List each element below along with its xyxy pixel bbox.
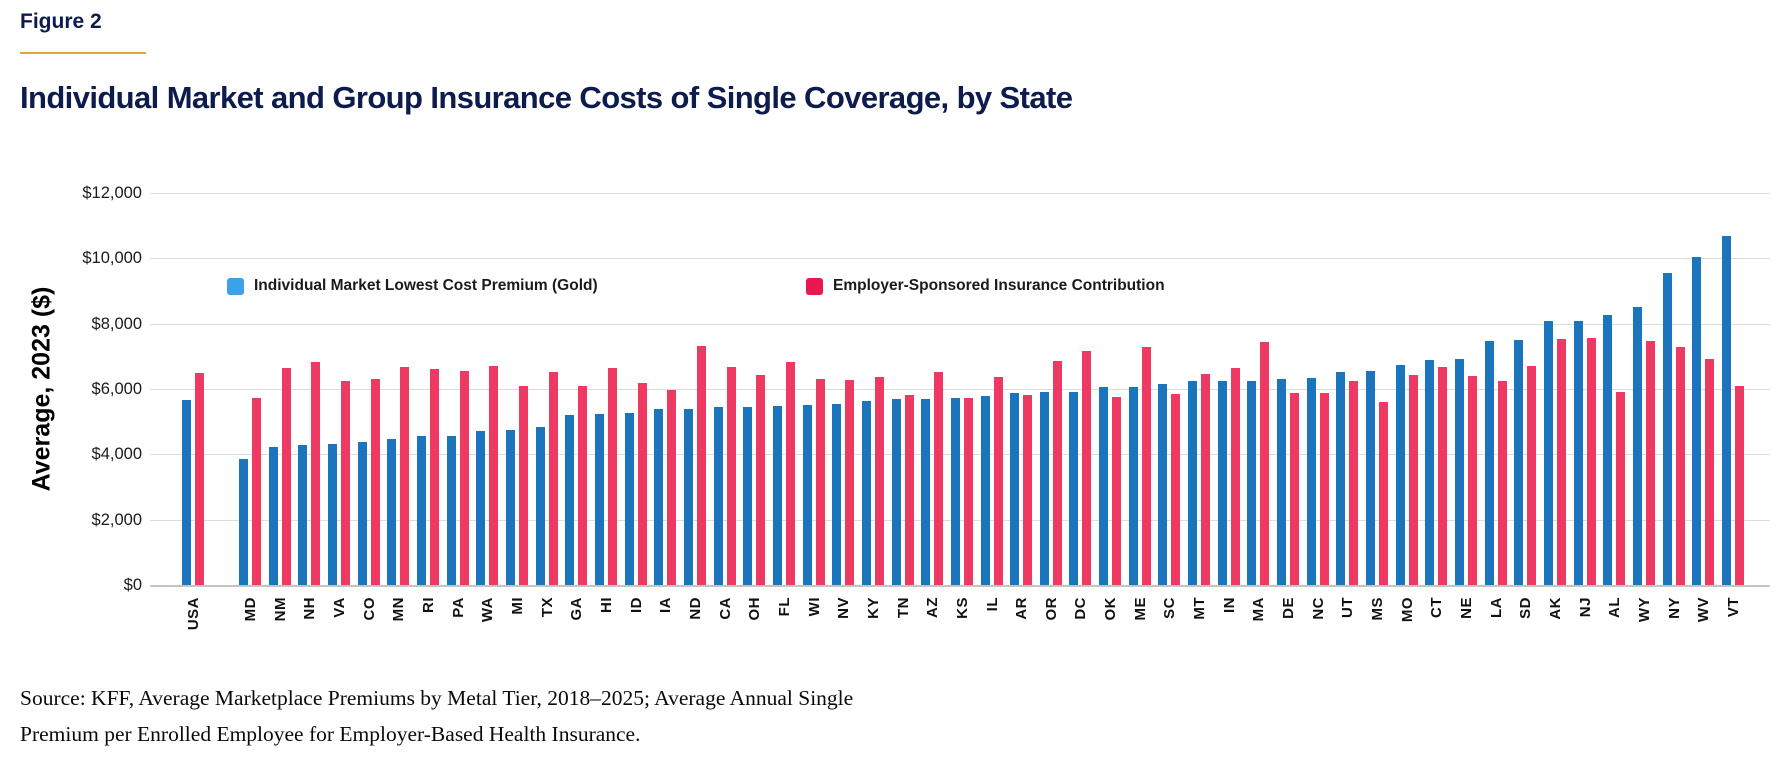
x-axis-label-text: WI	[805, 597, 823, 617]
x-axis-label-text: AR	[1012, 597, 1030, 620]
legend-label-individual-market: Individual Market Lowest Cost Premium (Gold)	[254, 277, 598, 294]
x-axis-label-text: IL	[983, 597, 1001, 612]
bar-employer-sponsored-la	[1498, 381, 1507, 585]
bar-employer-sponsored-ar	[1023, 395, 1032, 585]
x-axis-label-pa	[449, 597, 467, 618]
bar-individual-market-nm	[269, 447, 278, 585]
bar-individual-market-ct	[1425, 360, 1434, 585]
bar-individual-market-or	[1040, 392, 1049, 585]
bar-employer-sponsored-md	[252, 398, 261, 585]
x-axis-label-oh	[745, 597, 763, 621]
bar-employer-sponsored-mn	[400, 367, 409, 585]
bar-individual-market-mo	[1396, 365, 1405, 585]
x-axis-label-ri	[419, 597, 437, 613]
source-line-1: Source: KFF, Average Marketplace Premiums by Metal Tier, 2018–2025; Average Annual Single	[20, 686, 854, 710]
bar-individual-market-tx	[536, 427, 545, 585]
bar-employer-sponsored-hi	[608, 368, 617, 585]
bar-employer-sponsored-ri	[430, 369, 439, 585]
x-axis-label-sc	[1160, 597, 1178, 619]
x-axis-label-text: ME	[1131, 597, 1149, 621]
bar-individual-market-ma	[1247, 381, 1256, 585]
bar-employer-sponsored-vt	[1735, 386, 1744, 585]
x-axis-label-text: OR	[1042, 597, 1060, 621]
figure-label: Figure 2	[20, 10, 102, 33]
x-axis-label-hi	[597, 597, 615, 613]
x-axis-label-wv	[1694, 597, 1712, 622]
x-axis-label-text: WV	[1694, 597, 1712, 623]
bar-individual-market-ne	[1455, 359, 1464, 585]
bar-individual-market-nd	[684, 409, 693, 585]
x-axis-label-ia	[656, 597, 674, 613]
bar-employer-sponsored-tn	[905, 395, 914, 585]
bar-individual-market-ut	[1336, 372, 1345, 585]
bar-employer-sponsored-oh	[756, 375, 765, 585]
bar-employer-sponsored-nh	[311, 362, 320, 585]
bar-individual-market-wv	[1692, 257, 1701, 585]
bar-individual-market-vt	[1722, 236, 1731, 585]
bar-employer-sponsored-al	[1616, 392, 1625, 585]
bar-employer-sponsored-tx	[549, 372, 558, 585]
x-axis-label-text: HI	[597, 597, 615, 613]
x-axis-label-text: WY	[1635, 597, 1653, 623]
bar-employer-sponsored-sd	[1527, 366, 1536, 585]
x-axis-label-text: KS	[953, 597, 971, 619]
bar-individual-market-wi	[803, 405, 812, 585]
bar-employer-sponsored-ca	[727, 367, 736, 585]
bar-employer-sponsored-usa	[195, 373, 204, 585]
x-axis-label-text: CO	[360, 597, 378, 621]
x-axis-label-vt	[1724, 597, 1742, 617]
y-axis-label: Average, 2023 ($)	[27, 286, 56, 492]
x-axis-label-text: CA	[716, 597, 734, 620]
x-axis-label-text: NV	[834, 597, 852, 619]
bar-employer-sponsored-or	[1053, 361, 1062, 585]
x-axis-label-text: RI	[419, 597, 437, 613]
y-axis-tick-label: $0	[123, 576, 142, 594]
bar-employer-sponsored-va	[341, 381, 350, 585]
x-axis-label-fl	[775, 597, 793, 616]
x-axis-label-ct	[1427, 597, 1445, 618]
x-axis-label-me	[1131, 597, 1149, 621]
x-axis-label-nm	[271, 597, 289, 621]
bar-individual-market-nj	[1574, 321, 1583, 585]
bar-individual-market-ri	[417, 436, 426, 585]
bar-individual-market-hi	[595, 414, 604, 585]
x-axis-label-wi	[805, 597, 823, 616]
x-axis-label-text: MT	[1190, 597, 1208, 620]
x-axis-label-de	[1279, 597, 1297, 619]
bar-employer-sponsored-pa	[460, 371, 469, 585]
bar-employer-sponsored-wi	[816, 379, 825, 585]
y-gridline	[150, 193, 1770, 194]
bar-employer-sponsored-wv	[1705, 359, 1714, 585]
bar-employer-sponsored-ia	[667, 390, 676, 585]
x-axis-label-text: NE	[1457, 597, 1475, 619]
bar-individual-market-va	[328, 444, 337, 585]
bar-individual-market-ak	[1544, 321, 1553, 585]
bar-individual-market-az	[921, 399, 930, 585]
x-axis-label-ar	[1012, 597, 1030, 620]
bar-individual-market-pa	[447, 436, 456, 585]
x-axis-label-text: OH	[745, 597, 763, 621]
x-axis-label-nv	[834, 597, 852, 619]
bar-employer-sponsored-de	[1290, 393, 1299, 585]
x-axis-label-text: FL	[775, 597, 793, 617]
y-axis-tick-label: $10,000	[82, 249, 142, 267]
x-axis-label-text: ND	[686, 597, 704, 620]
x-axis-label-text: AK	[1546, 597, 1564, 620]
x-axis-label-ny	[1665, 597, 1683, 619]
y-axis-tick-label: $6,000	[91, 380, 142, 398]
x-axis-label-text: AZ	[923, 597, 941, 618]
bar-employer-sponsored-ct	[1438, 367, 1447, 585]
bar-employer-sponsored-dc	[1082, 351, 1091, 585]
x-axis-label-usa	[184, 597, 202, 630]
y-axis-tick-label: $8,000	[91, 315, 142, 333]
bar-individual-market-sc	[1158, 384, 1167, 585]
bar-individual-market-mt	[1188, 381, 1197, 585]
x-axis-label-text: VA	[330, 597, 348, 618]
bar-employer-sponsored-ks	[964, 398, 973, 585]
x-axis-label-wa	[478, 597, 496, 622]
chart-title: Individual Market and Group Insurance Costs of Single Coverage, by State	[20, 80, 1073, 115]
x-axis-label-mn	[389, 597, 407, 621]
x-axis-label-text: LA	[1487, 597, 1505, 618]
bar-individual-market-ca	[714, 407, 723, 585]
bar-individual-market-ar	[1010, 393, 1019, 585]
source-line-2: Premium per Enrolled Employee for Employer-Based Health Insurance.	[20, 722, 641, 746]
bar-employer-sponsored-ky	[875, 377, 884, 585]
x-axis-label-wy	[1635, 597, 1653, 622]
bar-individual-market-nc	[1307, 378, 1316, 585]
bar-individual-market-md	[239, 459, 248, 585]
x-axis-label-nh	[300, 597, 318, 620]
x-axis-label-text: MD	[241, 597, 259, 622]
x-axis-label-text: SC	[1160, 597, 1178, 619]
x-axis-label-sd	[1516, 597, 1534, 619]
x-axis-label-ok	[1101, 597, 1119, 621]
x-axis-label-text: OK	[1101, 597, 1119, 621]
bar-individual-market-usa	[182, 400, 191, 585]
x-axis-label-az	[923, 597, 941, 618]
x-axis-label-text: PA	[449, 597, 467, 618]
bar-individual-market-mn	[387, 439, 396, 585]
bar-employer-sponsored-az	[934, 372, 943, 585]
bar-employer-sponsored-ut	[1349, 381, 1358, 585]
x-axis-label-text: DC	[1071, 597, 1089, 620]
x-axis-label-mo	[1398, 597, 1416, 622]
bar-employer-sponsored-ma	[1260, 342, 1269, 585]
bar-employer-sponsored-ak	[1557, 339, 1566, 585]
x-axis-label-ut	[1338, 597, 1356, 618]
bar-individual-market-mi	[506, 430, 515, 585]
x-axis-label-text: USA	[184, 597, 202, 631]
x-axis-label-la	[1487, 597, 1505, 618]
x-axis-label-ms	[1368, 597, 1386, 621]
x-axis-label-text: VT	[1724, 597, 1742, 618]
bar-employer-sponsored-mo	[1409, 375, 1418, 585]
bar-individual-market-nv	[832, 404, 841, 585]
bar-individual-market-tn	[892, 399, 901, 585]
x-axis-baseline	[150, 585, 1770, 587]
bar-individual-market-ks	[951, 398, 960, 585]
bar-employer-sponsored-wa	[489, 366, 498, 585]
x-axis-label-text: MN	[389, 597, 407, 622]
bar-individual-market-ok	[1099, 387, 1108, 585]
x-axis-label-text: NM	[271, 597, 289, 622]
y-axis-tick-label: $4,000	[91, 445, 142, 463]
x-axis-label-text: DE	[1279, 597, 1297, 619]
bar-individual-market-oh	[743, 407, 752, 585]
x-axis-label-text: CT	[1427, 597, 1445, 618]
bar-employer-sponsored-id	[638, 383, 647, 585]
x-axis-label-in	[1220, 597, 1238, 613]
x-axis-label-md	[241, 597, 259, 621]
x-axis-label-text: ID	[627, 597, 645, 613]
bar-employer-sponsored-ok	[1112, 397, 1121, 585]
bar-individual-market-ny	[1663, 273, 1672, 585]
bar-employer-sponsored-nd	[697, 346, 706, 585]
bar-employer-sponsored-ga	[578, 386, 587, 585]
bar-individual-market-id	[625, 413, 634, 585]
x-axis-label-text: UT	[1338, 597, 1356, 618]
bar-individual-market-de	[1277, 379, 1286, 585]
x-axis-label-text: AL	[1605, 597, 1623, 618]
bar-employer-sponsored-nc	[1320, 393, 1329, 585]
bar-individual-market-in	[1218, 381, 1227, 585]
legend-label-employer-sponsored: Employer-Sponsored Insurance Contribution	[833, 277, 1165, 294]
bar-employer-sponsored-nv	[845, 380, 854, 585]
x-axis-label-ks	[953, 597, 971, 619]
legend-swatch-individual-market	[227, 278, 244, 295]
source-note	[20, 680, 853, 752]
x-axis-label-text: TX	[538, 597, 556, 618]
bar-individual-market-wy	[1633, 307, 1642, 585]
bar-employer-sponsored-nm	[282, 368, 291, 585]
x-axis-label-text: SD	[1516, 597, 1534, 619]
x-axis-label-ne	[1457, 597, 1475, 619]
x-axis-label-text: MO	[1398, 597, 1416, 623]
x-axis-label-text: NY	[1665, 597, 1683, 619]
legend-item-employer-sponsored	[806, 277, 1165, 295]
x-axis-label-ga	[567, 597, 585, 621]
bar-individual-market-me	[1129, 387, 1138, 585]
x-axis-label-text: IN	[1220, 597, 1238, 613]
bar-individual-market-wa	[476, 431, 485, 585]
bar-employer-sponsored-me	[1142, 347, 1151, 585]
x-axis-label-nd	[686, 597, 704, 620]
x-axis-label-co	[360, 597, 378, 621]
x-axis-label-text: NC	[1309, 597, 1327, 620]
bar-employer-sponsored-mt	[1201, 374, 1210, 585]
bar-individual-market-dc	[1069, 392, 1078, 585]
bar-employer-sponsored-ny	[1676, 347, 1685, 585]
y-gridline	[150, 258, 1770, 259]
bar-individual-market-il	[981, 396, 990, 585]
bar-individual-market-sd	[1514, 340, 1523, 585]
x-axis-label-ak	[1546, 597, 1564, 620]
x-axis-label-or	[1042, 597, 1060, 621]
bar-individual-market-ia	[654, 409, 663, 585]
bar-individual-market-al	[1603, 315, 1612, 585]
x-axis-label-id	[627, 597, 645, 613]
y-gridline	[150, 324, 1770, 325]
legend-item-individual-market	[227, 277, 598, 295]
bar-employer-sponsored-mi	[519, 386, 528, 585]
x-axis-label-text: WA	[478, 597, 496, 623]
x-axis-label-text: MI	[508, 597, 526, 615]
figure-label-underline	[20, 52, 146, 54]
x-axis-label-mt	[1190, 597, 1208, 620]
bar-employer-sponsored-fl	[786, 362, 795, 585]
legend-swatch-employer-sponsored	[806, 278, 823, 295]
x-axis-label-text: MS	[1368, 597, 1386, 621]
x-axis-label-text: NJ	[1576, 597, 1594, 618]
x-axis-label-dc	[1071, 597, 1089, 620]
x-axis-label-nc	[1309, 597, 1327, 620]
bar-individual-market-ms	[1366, 371, 1375, 585]
x-axis-label-nj	[1576, 597, 1594, 617]
x-axis-label-tx	[538, 597, 556, 617]
bar-employer-sponsored-ms	[1379, 402, 1388, 585]
x-axis-label-text: MA	[1249, 597, 1267, 622]
x-axis-label-text: GA	[567, 597, 585, 621]
bar-employer-sponsored-in	[1231, 368, 1240, 585]
x-axis-label-va	[330, 597, 348, 618]
y-axis-tick-label: $2,000	[91, 511, 142, 529]
x-axis-label-ky	[864, 597, 882, 619]
x-axis-label-ma	[1249, 597, 1267, 621]
bar-individual-market-fl	[773, 406, 782, 585]
bar-employer-sponsored-co	[371, 379, 380, 585]
bar-employer-sponsored-wy	[1646, 341, 1655, 585]
x-axis-label-text: IA	[656, 597, 674, 613]
bar-individual-market-nh	[298, 445, 307, 585]
x-axis-label-text: TN	[894, 597, 912, 618]
bar-individual-market-ky	[862, 401, 871, 585]
y-axis-tick-label: $12,000	[82, 184, 142, 202]
x-axis-label-tn	[894, 597, 912, 618]
bar-employer-sponsored-ne	[1468, 376, 1477, 585]
bar-employer-sponsored-sc	[1171, 394, 1180, 585]
x-axis-label-al	[1605, 597, 1623, 618]
x-axis-label-text: KY	[864, 597, 882, 619]
x-axis-label-mi	[508, 597, 526, 615]
bar-individual-market-la	[1485, 341, 1494, 585]
bar-employer-sponsored-il	[994, 377, 1003, 585]
bar-individual-market-ga	[565, 415, 574, 585]
x-axis-label-ca	[716, 597, 734, 620]
x-axis-label-text: NH	[300, 597, 318, 620]
x-axis-label-il	[983, 597, 1001, 611]
bar-employer-sponsored-nj	[1587, 338, 1596, 585]
bar-individual-market-co	[358, 442, 367, 585]
